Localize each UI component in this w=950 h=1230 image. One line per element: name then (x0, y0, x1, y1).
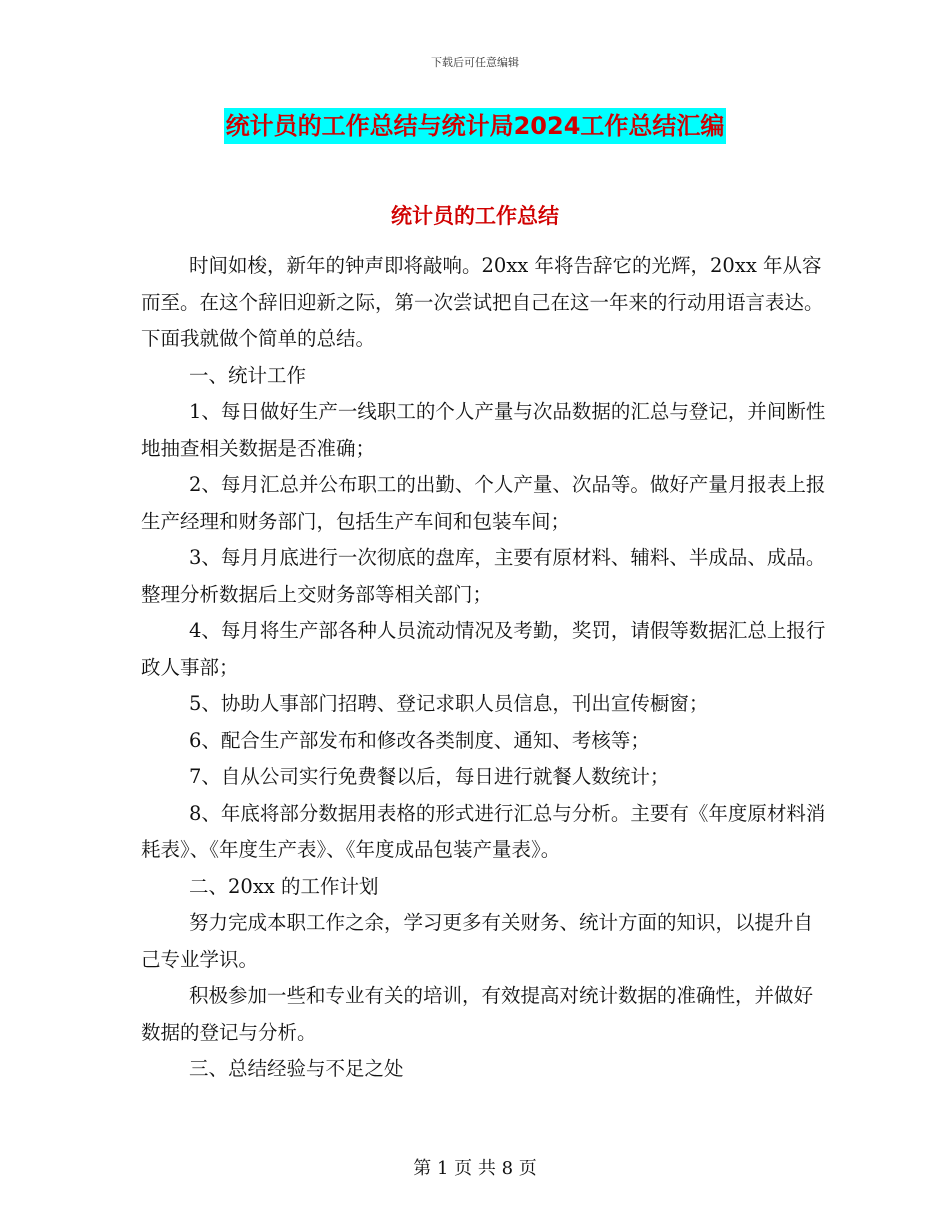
paragraph: 6、配合生产部发布和修改各类制度、通知、考核等； (189, 728, 650, 752)
paragraph: 积极参加一些和专业有关的培训，有效提高对统计数据的准确性，并做好数据的登记与分析。 (141, 984, 814, 1044)
document-title-text: 统计员的工作总结与统计局2024工作总结汇编 (224, 108, 727, 144)
paragraph: 4、每月将生产部各种人员流动情况及考勤，奖罚，请假等数据汇总上报行政人事部； (141, 619, 826, 679)
paragraph: 3、每月月底进行一次彻底的盘库，主要有原材料、辅料、半成品、成品。整理分析数据后上交财务部等相关部门； (141, 546, 826, 606)
paragraph: 时间如梭，新年的钟声即将敲响。20xx 年将告辞它的光辉，20xx 年从容而至。在这个辞旧迎新之际，第一次尝试把自己在这一年来的行动用语言表达。下面我就做个简单的总结。 (141, 254, 824, 350)
document-title (0, 108, 950, 144)
section-title: 统计员的工作总结 (391, 204, 559, 228)
paragraph: 1、每日做好生产一线职工的个人产量与次品数据的汇总与登记，并间断性地抽查相关数据是否准确； (141, 400, 826, 460)
document-body (141, 248, 831, 1088)
paragraph: 2、每月汇总并公布职工的出勤、个人产量、次品等。做好产量月报表上报生产经理和财务部门，包括生产车间和包装车间； (141, 473, 826, 533)
header-note: 下载后可任意编辑 (431, 56, 519, 69)
paragraph: 7、自从公司实行免费餐以后，每日进行就餐人数统计； (189, 765, 670, 788)
paragraph: 三、总结经验与不足之处 (189, 1057, 404, 1080)
paragraph: 二、20xx 的工作计划 (189, 874, 379, 898)
paragraph: 8、年底将部分数据用表格的形式进行汇总与分析。主要有《年度原材料消耗表》、《年度生产表》、《年度成品包装产量表》。 (141, 801, 826, 861)
paragraph: 5、协助人事部门招聘、登记求职人员信息，刊出宣传橱窗； (189, 692, 709, 715)
paragraph: 一、统计工作 (189, 363, 307, 387)
paragraph: 努力完成本职工作之余，学习更多有关财务、统计方面的知识，以提升自己专业学识。 (141, 911, 814, 971)
page-number: 第 1 页 共 8 页 (413, 1158, 537, 1179)
